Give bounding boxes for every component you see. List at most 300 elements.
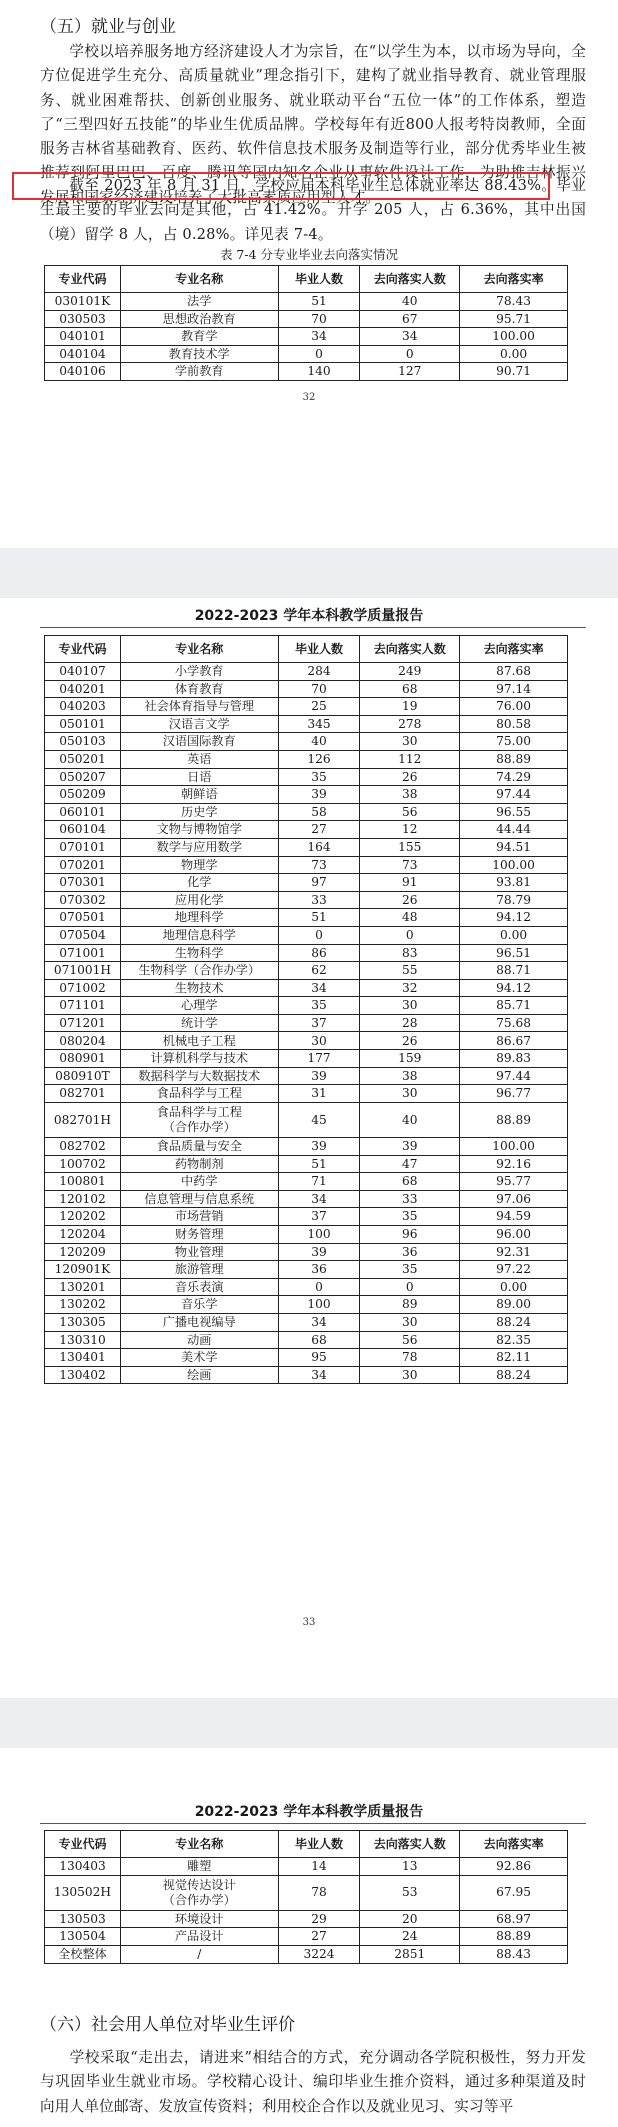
major-code-cell: 030101K	[45, 293, 121, 311]
major-code-cell: 100801	[45, 1173, 121, 1191]
table-row	[45, 1173, 568, 1191]
major-code-cell: 120204	[45, 1226, 121, 1244]
table-row	[45, 363, 568, 381]
table-row	[45, 715, 568, 733]
major-name-cell: 统计学	[120, 1014, 278, 1032]
placed-cell: 89	[360, 1296, 460, 1314]
running-head: 2022-2023 学年本科教学质量报告	[194, 608, 424, 624]
graduates-cell: 51	[278, 909, 360, 927]
graduates-cell: 29	[278, 1910, 360, 1928]
major-code-cell: 050209	[45, 786, 121, 804]
major-name-cell: 药物制剂	[120, 1155, 278, 1173]
table-row	[45, 1190, 568, 1208]
major-name-cell: 财务管理	[120, 1226, 278, 1244]
major-name-cell: 信息管理与信息系统	[120, 1190, 278, 1208]
placed-cell: 56	[360, 1331, 460, 1349]
graduates-cell: 27	[278, 821, 360, 839]
major-code-cell: 100702	[45, 1155, 121, 1173]
table-row	[45, 680, 568, 698]
placement-rate-cell: 92.16	[460, 1155, 568, 1173]
placement-rate-cell: 100.00	[460, 1138, 568, 1156]
graduates-cell: 35	[278, 768, 360, 786]
major-code-cell: 070504	[45, 926, 121, 944]
table-row	[45, 926, 568, 944]
major-code-cell: 080901	[45, 1050, 121, 1068]
major-name-cell: 文物与博物馆学	[120, 821, 278, 839]
placement-rate-cell: 97.14	[460, 680, 568, 698]
major-name-cell: 思想政治教育	[120, 310, 278, 328]
placement-rate-cell: 100.00	[460, 328, 568, 346]
placed-cell: 20	[360, 1910, 460, 1928]
column-header: 毕业人数	[278, 636, 360, 663]
major-code-cell: 130202	[45, 1296, 121, 1314]
graduates-cell: 45	[278, 1102, 360, 1137]
major-name-cell: 日语	[120, 768, 278, 786]
table-row	[45, 1928, 568, 1946]
placement-rate-cell: 80.58	[460, 715, 568, 733]
placed-cell: 40	[360, 1102, 460, 1137]
major-name-cell: 地理信息科学	[120, 926, 278, 944]
placed-cell: 32	[360, 979, 460, 997]
column-header: 去向落实率	[460, 636, 568, 663]
placed-cell: 56	[360, 803, 460, 821]
table-row	[45, 1243, 568, 1261]
placement-rate-cell: 82.11	[460, 1349, 568, 1367]
major-code-cell: 071002	[45, 979, 121, 997]
major-code-cell: 082701	[45, 1085, 121, 1103]
graduates-cell: 71	[278, 1173, 360, 1191]
table-caption: 表 7-4 分专业毕业去向落实情况	[219, 247, 399, 262]
column-header: 专业名称	[120, 1831, 278, 1858]
placement-rate-cell: 97.06	[460, 1190, 568, 1208]
table-body	[45, 293, 568, 381]
placed-cell: 249	[360, 663, 460, 681]
graduates-cell: 140	[278, 363, 360, 381]
major-name-cell: 生物科学（合作办学）	[120, 962, 278, 980]
major-code-cell: 130402	[45, 1366, 121, 1384]
placement-rate-cell: 68.97	[460, 1910, 568, 1928]
major-name-cell: 食品质量与安全	[120, 1138, 278, 1156]
major-code-cell: 071101	[45, 997, 121, 1015]
major-code-cell: 120901K	[45, 1261, 121, 1279]
graduates-cell: 34	[278, 1190, 360, 1208]
placed-cell: 78	[360, 1349, 460, 1367]
major-code-cell: 050201	[45, 750, 121, 768]
table-row	[45, 997, 568, 1015]
table-row	[45, 1067, 568, 1085]
major-name-cell: 教育技术学	[120, 345, 278, 363]
placed-cell: 0	[360, 926, 460, 944]
placement-rate-cell: 96.77	[460, 1085, 568, 1103]
report-page-32	[0, 0, 618, 548]
major-name-cell: 环境设计	[120, 1910, 278, 1928]
major-code-cell: 071001	[45, 944, 121, 962]
highlight-frame	[12, 172, 550, 200]
major-code-cell: 全校整体	[45, 1945, 121, 1963]
graduates-cell: 35	[278, 997, 360, 1015]
table-body	[45, 1858, 568, 1964]
major-name-cell: 旅游管理	[120, 1261, 278, 1279]
column-header: 去向落实人数	[360, 266, 460, 293]
placement-rate-cell: 97.44	[460, 786, 568, 804]
placed-cell: 35	[360, 1208, 460, 1226]
graduates-cell: 70	[278, 310, 360, 328]
placed-cell: 48	[360, 909, 460, 927]
graduates-cell: 33	[278, 891, 360, 909]
graduates-cell: 177	[278, 1050, 360, 1068]
graduates-cell: 68	[278, 1331, 360, 1349]
placed-cell: 127	[360, 363, 460, 381]
major-code-cell: 070302	[45, 891, 121, 909]
graduates-cell: 51	[278, 1155, 360, 1173]
major-name-cell: 广播电视编导	[120, 1313, 278, 1331]
major-code-cell: 130502H	[45, 1875, 121, 1910]
placement-rate-cell: 0.00	[460, 1278, 568, 1296]
report-page-33	[0, 598, 618, 1698]
placed-cell: 40	[360, 293, 460, 311]
placed-cell: 30	[360, 1366, 460, 1384]
major-code-cell: 130504	[45, 1928, 121, 1946]
placed-cell: 53	[360, 1875, 460, 1910]
table-row	[45, 345, 568, 363]
major-code-cell: 080910T	[45, 1067, 121, 1085]
major-name-cell: 汉语言文学	[120, 715, 278, 733]
table-row	[45, 786, 568, 804]
employment-rate-highlight: 截至 2023 年 8 月 31 日，学校应届本科毕业生总体就业率达 88.43%。	[69, 177, 557, 194]
table-row	[45, 874, 568, 892]
table-row	[45, 856, 568, 874]
major-code-cell: 070301	[45, 874, 121, 892]
table-row	[45, 944, 568, 962]
major-code-cell: 050103	[45, 733, 121, 751]
table-row	[45, 698, 568, 716]
major-name-cell: 朝鲜语	[120, 786, 278, 804]
major-employment-table-part2	[44, 635, 568, 1384]
placed-cell: 28	[360, 1014, 460, 1032]
placed-cell: 26	[360, 1032, 460, 1050]
major-code-cell: 050207	[45, 768, 121, 786]
major-name-cell: 生物科学	[120, 944, 278, 962]
column-header: 毕业人数	[278, 1831, 360, 1858]
placement-rate-cell: 94.12	[460, 909, 568, 927]
table-row	[45, 1945, 568, 1963]
placed-cell: 36	[360, 1243, 460, 1261]
placed-cell: 0	[360, 345, 460, 363]
placed-cell: 83	[360, 944, 460, 962]
placed-cell: 30	[360, 733, 460, 751]
graduates-cell: 51	[278, 293, 360, 311]
placed-cell: 73	[360, 856, 460, 874]
major-name-cell: 音乐学	[120, 1296, 278, 1314]
placement-rate-cell: 88.43	[460, 1945, 568, 1963]
placement-rate-cell: 75.68	[460, 1014, 568, 1032]
table-row	[45, 768, 568, 786]
graduates-cell: 3224	[278, 1945, 360, 1963]
table-row	[45, 1858, 568, 1876]
major-name-cell: 历史学	[120, 803, 278, 821]
major-code-cell: 130305	[45, 1313, 121, 1331]
major-name-cell: 社会体育指导与管理	[120, 698, 278, 716]
graduates-cell: 0	[278, 1278, 360, 1296]
major-name-cell: 雕塑	[120, 1858, 278, 1876]
major-code-cell: 070501	[45, 909, 121, 927]
major-name-cell: 地理科学	[120, 909, 278, 927]
table-row	[45, 821, 568, 839]
table-row	[45, 909, 568, 927]
placement-rate-cell: 76.00	[460, 698, 568, 716]
major-name-cell: 化学	[120, 874, 278, 892]
table-row	[45, 891, 568, 909]
graduates-cell: 62	[278, 962, 360, 980]
placement-rate-cell: 0.00	[460, 926, 568, 944]
graduates-cell: 73	[278, 856, 360, 874]
placement-rate-cell: 96.51	[460, 944, 568, 962]
placement-rate-cell: 96.00	[460, 1226, 568, 1244]
graduates-cell: 345	[278, 715, 360, 733]
section-heading-employer-evaluation: （六）社会用人单位对毕业生评价	[40, 2015, 295, 2035]
placed-cell: 38	[360, 786, 460, 804]
major-name-cell: 英语	[120, 750, 278, 768]
placement-rate-cell: 44.44	[460, 821, 568, 839]
major-code-cell: 040104	[45, 345, 121, 363]
major-code-cell: 120209	[45, 1243, 121, 1261]
table-header-row	[45, 1831, 568, 1858]
placement-rate-cell: 92.86	[460, 1858, 568, 1876]
table-row	[45, 1226, 568, 1244]
placed-cell: 2851	[360, 1945, 460, 1963]
column-header: 去向落实人数	[360, 1831, 460, 1858]
major-name-cell: 计算机科学与技术	[120, 1050, 278, 1068]
major-code-cell: 120102	[45, 1190, 121, 1208]
graduates-cell: 34	[278, 1313, 360, 1331]
placement-rate-cell: 87.68	[460, 663, 568, 681]
placement-rate-cell: 89.00	[460, 1296, 568, 1314]
table-row	[45, 1050, 568, 1068]
major-name-cell: 物业管理	[120, 1243, 278, 1261]
placement-rate-cell: 97.22	[460, 1261, 568, 1279]
placed-cell: 12	[360, 821, 460, 839]
table-row	[45, 310, 568, 328]
major-code-cell: 082702	[45, 1138, 121, 1156]
major-code-cell: 070201	[45, 856, 121, 874]
placed-cell: 30	[360, 1313, 460, 1331]
table-row	[45, 1102, 568, 1137]
major-code-cell: 080204	[45, 1032, 121, 1050]
column-header: 去向落实率	[460, 266, 568, 293]
major-name-cell: 数据科学与大数据技术	[120, 1067, 278, 1085]
table-row	[45, 293, 568, 311]
placement-rate-cell: 100.00	[460, 856, 568, 874]
column-header: 毕业人数	[278, 266, 360, 293]
placement-rate-cell: 82.35	[460, 1331, 568, 1349]
table-row	[45, 1261, 568, 1279]
placed-cell: 26	[360, 768, 460, 786]
placed-cell: 39	[360, 1138, 460, 1156]
placement-rate-cell: 89.83	[460, 1050, 568, 1068]
report-page-34	[0, 1748, 618, 2127]
major-code-cell: 040201	[45, 680, 121, 698]
table-row	[45, 1366, 568, 1384]
graduates-cell: 95	[278, 1349, 360, 1367]
table-row	[45, 1014, 568, 1032]
major-name-cell: /	[120, 1945, 278, 1963]
placed-cell: 96	[360, 1226, 460, 1244]
placement-rate-cell: 78.79	[460, 891, 568, 909]
major-name-cell: 美术学	[120, 1349, 278, 1367]
major-name-cell: 汉语国际教育	[120, 733, 278, 751]
intro-paragraph: 学校以培养服务地方经济建设人才为宗旨，在“以学生为本，以市场为导向，全方位促进学生充分、高质量就业”理念指引下，建构了就业指导教育、就业管理服务、就业困难帮扶、创新创业服务、就业联动平台“五位一体”的工作体系，塑造了“三型四好五技能”的毕业生优质品牌。学校每年有近800人报考特岗教师，全面服务吉林省基础教育、医药、软件信息技术服务及制造等行业，部分优秀毕业生被推荐到阿里巴巴、百度、腾讯等国内知名企业从事软件设计工作，为助推吉林振兴发展和国家经济建设培养了大批高素质应用型人才。	[40, 43, 586, 206]
graduates-cell: 284	[278, 663, 360, 681]
placement-rate-cell: 86.67	[460, 1032, 568, 1050]
major-name-cell: 学前教育	[120, 363, 278, 381]
placed-cell: 38	[360, 1067, 460, 1085]
column-header: 专业名称	[120, 266, 278, 293]
placement-rate-cell: 74.29	[460, 768, 568, 786]
graduates-cell: 39	[278, 1243, 360, 1261]
placement-rate-cell: 97.44	[460, 1067, 568, 1085]
placed-cell: 68	[360, 680, 460, 698]
major-name-cell: 视觉传达设计 （合作办学）	[120, 1875, 278, 1910]
table-row	[45, 1278, 568, 1296]
placement-rate-cell: 93.81	[460, 874, 568, 892]
major-name-cell: 机械电子工程	[120, 1032, 278, 1050]
major-code-cell: 040101	[45, 328, 121, 346]
page-number: 33	[302, 1617, 316, 1628]
graduates-cell: 39	[278, 786, 360, 804]
major-name-cell: 心理学	[120, 997, 278, 1015]
table-row	[45, 1910, 568, 1928]
placement-rate-cell: 75.00	[460, 733, 568, 751]
placement-rate-cell: 67.95	[460, 1875, 568, 1910]
placed-cell: 26	[360, 891, 460, 909]
placed-cell: 30	[360, 997, 460, 1015]
table-body	[45, 663, 568, 1384]
employer-evaluation-paragraph: 学校采取“走出去，请进来”相结合的方式，充分调动各学院积极性，努力开发与巩固毕业生就业市场。学校精心设计、编印毕业生推介资料，通过多种渠道及时向用人单位邮寄、发放宣传资料；利用校企合作以及就业见习、实习等平	[40, 2049, 586, 2115]
placed-cell: 13	[360, 1858, 460, 1876]
placed-cell: 30	[360, 1085, 460, 1103]
employment-rate-paragraph: 截至 2023 年 8 月 31 日，学校应届本科毕业生总体就业率达 88.43%。毕业生最主要的毕业去向是其他，占 41.42%。升学 205 人，占 6.36%，其中出国（境）留学 8 人，占 0.28%。详见表 7-4。	[40, 177, 586, 243]
placement-rate-cell: 0.00	[460, 345, 568, 363]
placed-cell: 33	[360, 1190, 460, 1208]
placement-rate-cell: 90.71	[460, 363, 568, 381]
table-row	[45, 750, 568, 768]
major-code-cell: 060101	[45, 803, 121, 821]
placement-rate-cell: 88.89	[460, 1102, 568, 1137]
placed-cell: 0	[360, 1278, 460, 1296]
placement-rate-cell: 95.77	[460, 1173, 568, 1191]
page-number: 32	[302, 392, 316, 403]
placement-rate-cell: 96.55	[460, 803, 568, 821]
placed-cell: 278	[360, 715, 460, 733]
major-name-cell: 食品科学与工程	[120, 1085, 278, 1103]
placed-cell: 47	[360, 1155, 460, 1173]
header-rule	[40, 627, 586, 628]
major-employment-table-part1	[44, 265, 568, 381]
column-header: 专业名称	[120, 636, 278, 663]
graduates-cell: 14	[278, 1858, 360, 1876]
graduates-cell: 25	[278, 698, 360, 716]
column-header: 专业代码	[45, 266, 121, 293]
graduates-cell: 78	[278, 1875, 360, 1910]
page-separator	[0, 1698, 618, 1748]
placement-rate-cell: 94.12	[460, 979, 568, 997]
major-name-cell: 应用化学	[120, 891, 278, 909]
table-row	[45, 1155, 568, 1173]
major-code-cell: 060104	[45, 821, 121, 839]
table-row	[45, 1331, 568, 1349]
graduates-cell: 27	[278, 1928, 360, 1946]
major-code-cell: 130403	[45, 1858, 121, 1876]
table-row	[45, 979, 568, 997]
placement-rate-cell: 88.24	[460, 1366, 568, 1384]
table-header-row	[45, 266, 568, 293]
major-code-cell: 130401	[45, 1349, 121, 1367]
major-name-cell: 产品设计	[120, 1928, 278, 1946]
major-name-cell: 物理学	[120, 856, 278, 874]
graduates-cell: 70	[278, 680, 360, 698]
table-row	[45, 803, 568, 821]
major-code-cell: 120202	[45, 1208, 121, 1226]
placed-cell: 159	[360, 1050, 460, 1068]
major-name-cell: 生物技术	[120, 979, 278, 997]
major-name-cell: 法学	[120, 293, 278, 311]
placed-cell: 24	[360, 1928, 460, 1946]
table-row	[45, 1313, 568, 1331]
graduates-cell: 37	[278, 1014, 360, 1032]
placement-rate-cell: 88.89	[460, 750, 568, 768]
header-rule	[40, 1823, 586, 1824]
column-header: 去向落实人数	[360, 636, 460, 663]
placed-cell: 68	[360, 1173, 460, 1191]
major-name-cell: 市场营销	[120, 1208, 278, 1226]
major-name-cell: 小学教育	[120, 663, 278, 681]
graduates-cell: 34	[278, 1366, 360, 1384]
major-code-cell: 040107	[45, 663, 121, 681]
graduates-cell: 40	[278, 733, 360, 751]
placed-cell: 19	[360, 698, 460, 716]
major-code-cell: 040203	[45, 698, 121, 716]
graduates-cell: 97	[278, 874, 360, 892]
graduates-cell: 30	[278, 1032, 360, 1050]
placement-rate-cell: 85.71	[460, 997, 568, 1015]
major-code-cell: 130310	[45, 1331, 121, 1349]
graduates-cell: 31	[278, 1085, 360, 1103]
major-name-cell: 绘画	[120, 1366, 278, 1384]
placed-cell: 55	[360, 962, 460, 980]
column-header: 专业代码	[45, 636, 121, 663]
table-row	[45, 1296, 568, 1314]
graduates-cell: 37	[278, 1208, 360, 1226]
placement-rate-cell: 88.71	[460, 962, 568, 980]
major-code-cell: 050101	[45, 715, 121, 733]
table-row	[45, 1208, 568, 1226]
table-row	[45, 1085, 568, 1103]
placement-rate-cell: 92.31	[460, 1243, 568, 1261]
table-row	[45, 1349, 568, 1367]
graduates-cell: 36	[278, 1261, 360, 1279]
graduates-cell: 34	[278, 979, 360, 997]
graduates-cell: 0	[278, 926, 360, 944]
placement-rate-cell: 78.43	[460, 293, 568, 311]
column-header: 去向落实率	[460, 1831, 568, 1858]
table-row	[45, 1875, 568, 1910]
table-row	[45, 1138, 568, 1156]
major-code-cell: 040106	[45, 363, 121, 381]
table-header-row	[45, 636, 568, 663]
table-row	[45, 962, 568, 980]
placement-rate-cell: 94.51	[460, 838, 568, 856]
major-name-cell: 教育学	[120, 328, 278, 346]
